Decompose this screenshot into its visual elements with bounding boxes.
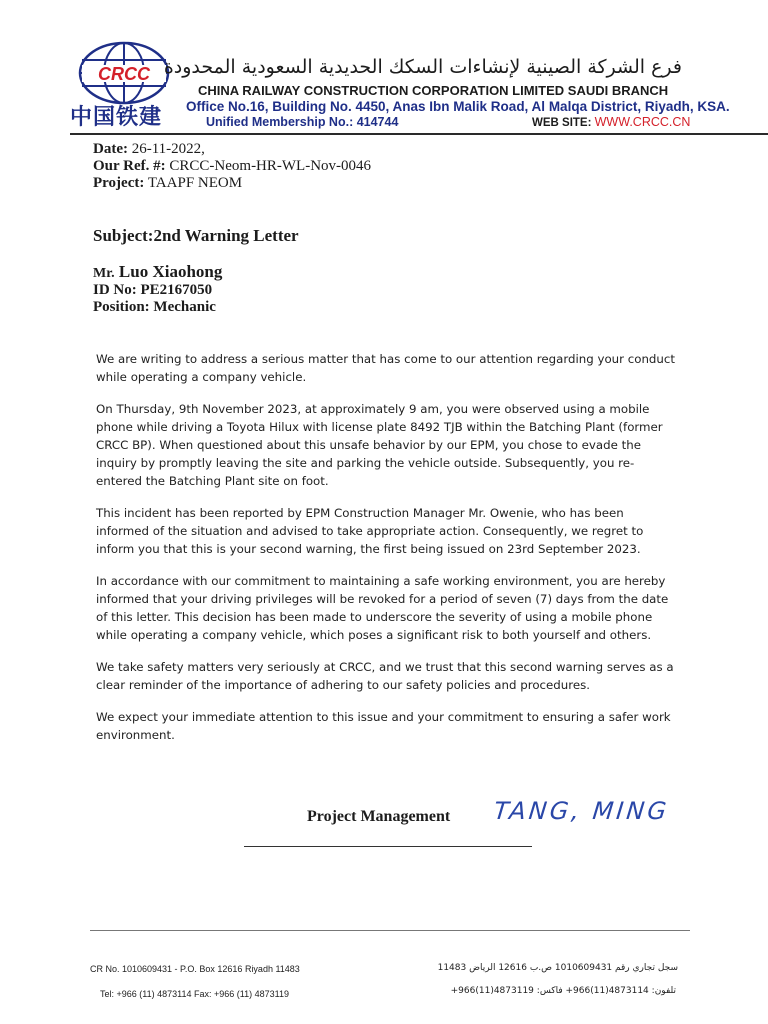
arabic-company-name: فرع الشركة الصينية لإنشاءات السكك الحديدية السعودية المحدودة xyxy=(163,56,682,78)
employee-id: ID No: PE2167050 xyxy=(93,282,213,298)
website-url[interactable]: WWW.CRCC.CN xyxy=(594,115,691,129)
body-paragraph: This incident has been reported by EPM Construction Manager Mr. Owenie, who has been informed of the situation and advised to take appropriate action. Consequently, we regret to inform you that this is your second warning, the first being issued on 23rd September 2023. xyxy=(96,506,644,556)
body-paragraph: We take safety matters very seriously at CRCC, and we trust that this second warning serves as a clear reminder of the importance of adhering to our safety policies and procedures. xyxy=(96,660,674,692)
project-value: TAAPF NEOM xyxy=(147,175,243,191)
office-address: Office No.16, Building No. 4450, Anas Ibn Malik Road, Al Malqa District, Riyadh, KSA. xyxy=(186,99,730,114)
footer-arabic-phone: تلفون: 4873114(11)966+ فاكس: 4873119(11)966+ xyxy=(450,986,676,996)
date-value: 26-11-2022, xyxy=(131,141,205,157)
reference-value: CRCC-Neom-HR-WL-Nov-0046 xyxy=(169,158,372,174)
website-label: WEB SITE: xyxy=(532,117,592,129)
footer-cr-number: CR No. 1010609431 - P.O. Box 12616 Riyadh 11483 xyxy=(90,964,300,974)
body-paragraph: We expect your immediate attention to this issue and your commitment to ensuring a safer work environment. xyxy=(96,710,671,742)
footer-arabic-cr: سجل تجاري رقم 1010609431 ص.ب 12616 الرياض 11483 xyxy=(437,963,678,973)
english-company-name: CHINA RAILWAY CONSTRUCTION CORPORATION LIMITED SAUDI BRANCH xyxy=(198,83,669,98)
handwritten-signature: TANG, MING xyxy=(492,797,671,825)
employee-position: Position: Mechanic xyxy=(93,299,216,315)
body-paragraph: We are writing to address a serious matter that has come to our attention regarding your conduct while operating a company vehicle. xyxy=(96,352,676,384)
project-label: Project: xyxy=(93,175,145,191)
reference-label: Our Ref. #: xyxy=(93,158,166,174)
chinese-company-name: 中国铁建 xyxy=(70,105,163,130)
body-paragraph: In accordance with our commitment to maintaining a safe working environment, you are hereby informed that your driving privileges will be revoked for a period of seven (7) days from the date of this letter. This decision has been made to underscore the severity of using a mobile phone while operating a company vehicle, which poses a significant risk to both yourself and others. xyxy=(96,574,669,642)
svg-text:CRCC: CRCC xyxy=(98,64,150,84)
header-divider xyxy=(70,133,768,135)
website-line xyxy=(532,115,690,129)
date-label: Date: xyxy=(93,141,128,157)
letter-body xyxy=(96,350,680,758)
salutation: Mr. xyxy=(93,266,115,281)
footer-divider xyxy=(90,930,690,931)
signatory-title: Project Management xyxy=(307,808,451,825)
subject-heading: Subject:2nd Warning Letter xyxy=(93,226,299,245)
footer-phone-fax: Tel: +966 (11) 4873114 Fax: +966 (11) 4873119 xyxy=(100,989,289,999)
addressee-name-line xyxy=(93,262,222,282)
body-paragraph: On Thursday, 9th November 2023, at approximately 9 am, you were observed using a mobile phone while driving a Toyota Hilux with license plate 8492 TJB within the Batching Plant (former CRCC BP). When questioned about this unsafe behavior by our EPM, you chose to evade the inquiry by promptly leaving the site and parking the vehicle outside. Subsequently, you re-entered the Batching Plant site on foot. xyxy=(96,402,663,488)
signature-line xyxy=(244,846,532,847)
date-line xyxy=(93,141,205,158)
project-line xyxy=(93,175,242,192)
employee-name: Luo Xiaohong xyxy=(118,262,223,281)
reference-line xyxy=(93,158,371,175)
membership-number: Unified Membership No.: 414744 xyxy=(206,115,399,129)
